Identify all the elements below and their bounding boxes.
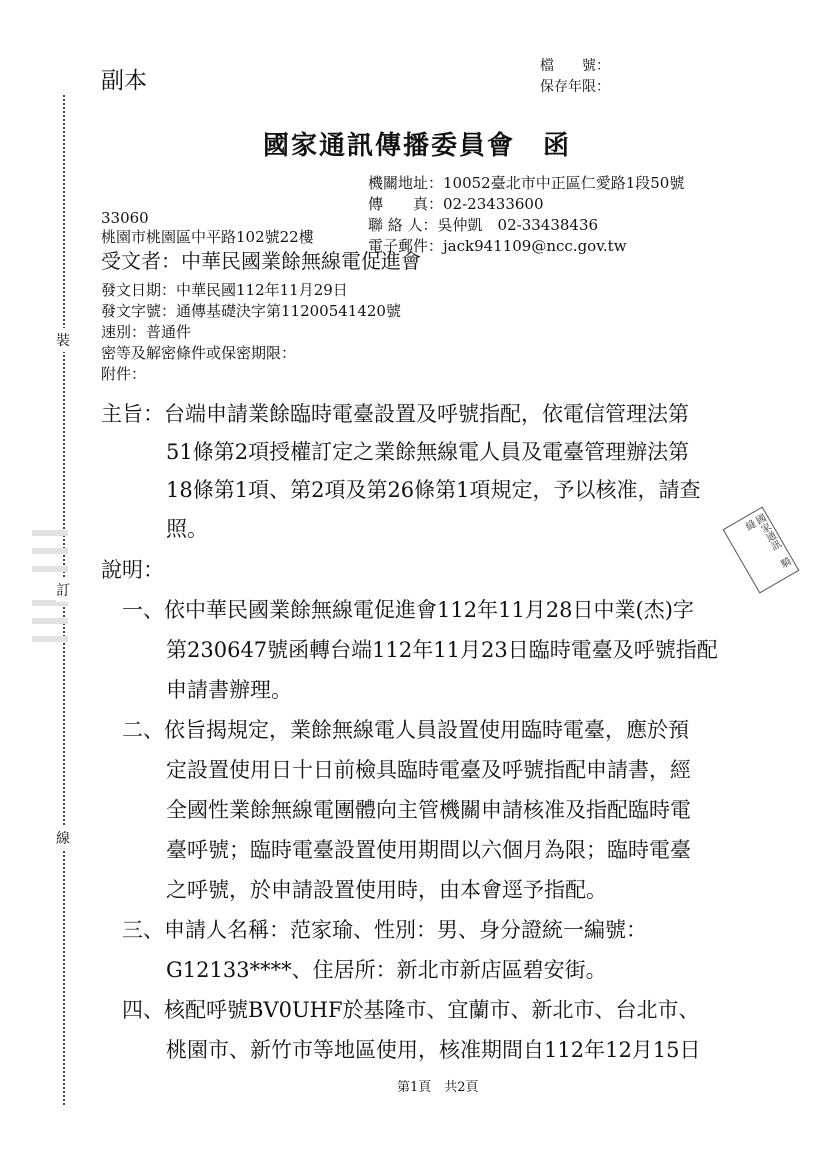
issue-number: 發文字號：通傳基礎決字第11200541420號 <box>101 302 401 320</box>
speed-class: 速別：普通件 <box>101 323 192 341</box>
explain-line: 臺呼號；臨時電臺設置使用期間以六個月為限；臨時電臺 <box>166 838 691 862</box>
binding-mark: 線 <box>56 826 70 850</box>
scan-speckle <box>32 636 68 642</box>
recipient-address: 桃園市桃園區中平路102號22樓 <box>101 228 314 246</box>
org-email: 電子郵件：jack941109@ncc.gov.tw <box>368 237 627 255</box>
binding-mark: 訂 <box>56 578 70 602</box>
org-contact: 聯 絡 人：吳仲凱 02-33438436 <box>368 216 599 234</box>
scan-speckle <box>32 566 68 572</box>
scan-speckle <box>32 530 68 536</box>
recipient: 受文者：中華民國業餘無線電促進會 <box>101 249 421 273</box>
copy-mark: 副本 <box>101 68 147 94</box>
explain-line: 二、依旨揭規定，業餘無線電人員設置使用臨時電臺，應於預 <box>122 718 689 742</box>
subject-line: 51條第2項授權訂定之業餘無線電人員及電臺管理辦法第 <box>166 440 690 464</box>
subject-line: 照。 <box>166 517 208 541</box>
org-address: 機關地址：10052臺北市中正區仁愛路1段50號 <box>368 174 685 192</box>
recipient-postcode: 33060 <box>101 209 149 227</box>
explain-line: 定設置使用日十日前檢具臨時電臺及呼號指配申請書，經 <box>166 758 691 782</box>
binding-mark: 裝 <box>56 328 70 352</box>
explain-line: 四、核配呼號BV0UHF於基隆市、宜蘭市、新北市、台北市、 <box>122 998 700 1022</box>
issue-date: 發文日期：中華民國112年11月29日 <box>101 281 348 299</box>
scan-speckle <box>32 618 68 624</box>
file-no-label: 檔 號： <box>540 58 610 74</box>
document-title: 國家通訊傳播委員會 函 <box>263 131 572 161</box>
explain-line: 申請書辦理。 <box>166 678 292 702</box>
subject-line: 主旨：台端申請業餘臨時電臺設置及呼號指配，依電信管理法第 <box>101 402 689 426</box>
subject-line: 18條第1項、第2項及第26條第1項規定，予以核准，請查 <box>166 478 701 502</box>
retention-label: 保存年限： <box>540 79 610 95</box>
explain-line: 第230647號函轉台端112年11月23日臨時電臺及呼號指配 <box>166 638 718 662</box>
page-footer: 第1頁 共2頁 <box>397 1080 479 1095</box>
scan-speckle <box>32 548 68 554</box>
explain-label: 說明： <box>101 558 164 582</box>
explain-line: 之呼號，於申請設置使用時，由本會逕予指配。 <box>166 878 607 902</box>
confidentiality: 密等及解密條件或保密期限： <box>101 344 297 362</box>
seam-stamp: 國家通訊 騎縫 <box>723 506 800 593</box>
org-fax: 傳 真：02-23433600 <box>368 195 544 213</box>
explain-line: 三、申請人名稱：范家瑜、性別：男、身分證統一編號： <box>122 918 647 942</box>
explain-line: 全國性業餘無線電團體向主管機關申請核准及指配臨時電 <box>166 798 691 822</box>
explain-line: G12133****、住居所：新北市新店區碧安街。 <box>166 958 607 982</box>
explain-line: 一、依中華民國業餘無線電促進會112年11月28日中業(杰)字 <box>122 598 694 622</box>
explain-line: 桃園市、新竹市等地區使用，核准期間自112年12月15日 <box>166 1038 701 1062</box>
attachments: 附件： <box>101 365 147 383</box>
